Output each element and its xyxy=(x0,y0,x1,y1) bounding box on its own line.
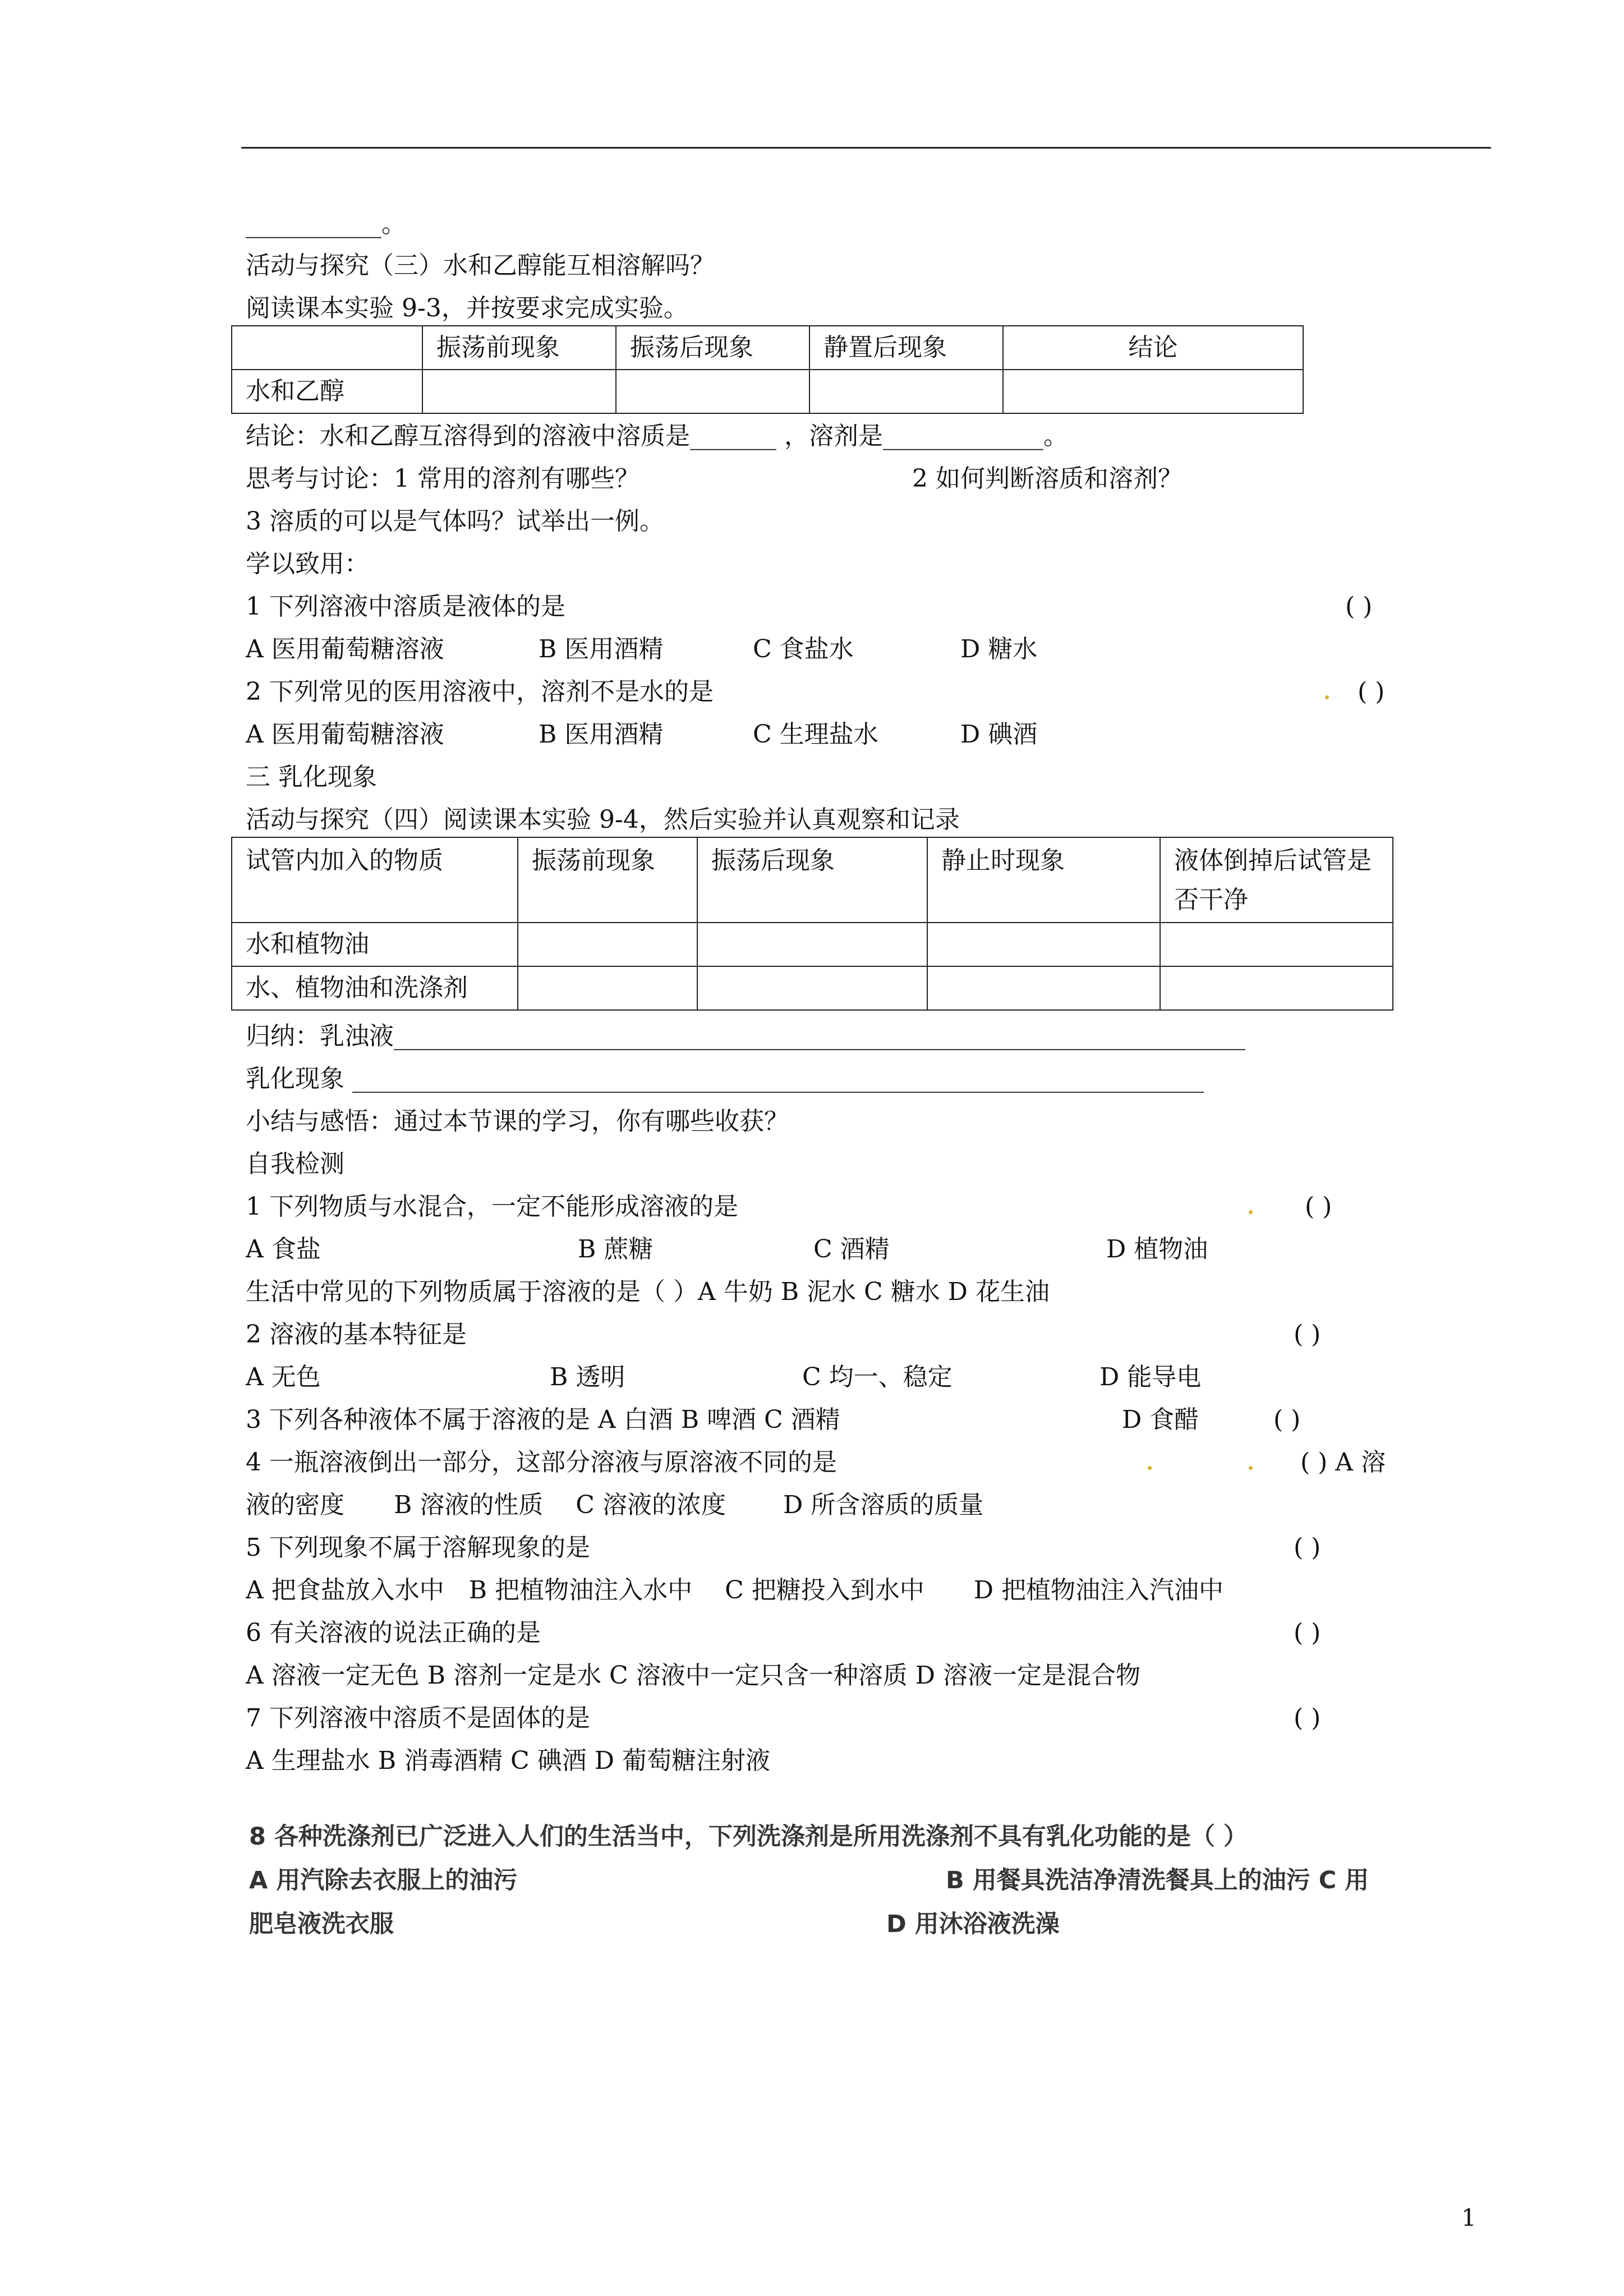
answer-cell[interactable] xyxy=(518,966,697,1010)
experiment-table-1 xyxy=(231,325,1304,414)
option: A 医用葡萄糖溶液 xyxy=(246,635,444,663)
table-header-cell: 振荡前现象 xyxy=(422,326,616,370)
option: A 食盐 xyxy=(246,1235,321,1264)
question-2: 2 溶液的基本特征是 xyxy=(246,1320,467,1349)
table-header-cell: 振荡后现象 xyxy=(697,837,927,923)
question-7: 7 下列溶液中溶质不是固体的是 xyxy=(246,1704,590,1732)
question-8: 8 各种洗涤剂已广泛进入人们的生活当中，下列洗涤剂是所用洗涤剂不具有乳化功能的是（ ） xyxy=(249,1823,1248,1851)
think-question-1: 思考与讨论：1 常用的溶剂有哪些？ xyxy=(246,464,640,493)
speck-mark xyxy=(1249,1466,1253,1470)
apply-title: 学以致用： xyxy=(246,550,369,578)
answer-cell[interactable] xyxy=(1160,966,1393,1010)
option: 肥皂液洗衣服 xyxy=(249,1910,394,1938)
table-row xyxy=(232,966,1393,1010)
option: D 能导电 xyxy=(1099,1363,1202,1391)
option: D 碘酒 xyxy=(960,720,1038,749)
answer-cell[interactable] xyxy=(927,923,1160,966)
question-6: 6 有关溶液的说法正确的是 xyxy=(246,1619,541,1647)
question-4: 4 一瓶溶液倒出一部分，这部分溶液与原溶液不同的是 xyxy=(246,1448,837,1477)
option: C 食盐水 xyxy=(753,635,854,663)
answer-paren[interactable]: ( ) xyxy=(1294,1619,1321,1647)
answer-paren[interactable]: ( ) xyxy=(1305,1192,1332,1221)
option: C 生理盐水 xyxy=(753,720,878,749)
option: D 用沐浴液洗澡 xyxy=(886,1910,1060,1938)
answer-paren[interactable]: ( ) xyxy=(1345,592,1373,621)
answer-paren[interactable]: ( ) xyxy=(1273,1405,1301,1434)
activity3-instructions: 阅读课本实验 9-3，并按要求完成实验。 xyxy=(246,294,688,322)
table-header-cell xyxy=(232,326,422,370)
option: A 无色 xyxy=(246,1363,321,1391)
table-header-row xyxy=(232,326,1303,370)
answer-cell[interactable] xyxy=(809,370,1003,413)
answer-paren[interactable]: ( ) xyxy=(1294,1533,1321,1562)
answer-cell[interactable] xyxy=(1003,370,1303,413)
activity3-title: 活动与探究（三）水和乙醇能互相溶解吗？ xyxy=(246,251,715,280)
answer-cell[interactable] xyxy=(927,966,1160,1010)
table-header-cell: 静止时现象 xyxy=(927,837,1160,923)
answer-paren[interactable]: ( ) xyxy=(1294,1704,1321,1732)
answer-cell[interactable] xyxy=(697,923,927,966)
option: B 医用酒精 xyxy=(539,720,664,749)
page-number: 1 xyxy=(1461,2204,1476,2232)
answer-paren[interactable]: ( ) xyxy=(1358,677,1385,706)
answer-cell[interactable] xyxy=(422,370,616,413)
row-label: 水和植物油 xyxy=(232,923,518,966)
table-header-cell: 静置后现象 xyxy=(809,326,1003,370)
table-header-cell: 试管内加入的物质 xyxy=(232,837,518,923)
answer-paren[interactable]: ( ) xyxy=(1294,1320,1321,1349)
option: D 食醋 xyxy=(1122,1405,1199,1434)
option: B 蔗糖 xyxy=(578,1235,654,1264)
extra-question: 生活中常见的下列物质属于溶液的是（ ）A 牛奶 B 泥水 C 糖水 D 花生油 xyxy=(246,1278,1050,1306)
row-label: 水、植物油和洗涤剂 xyxy=(232,966,518,1010)
options-line: A 把食盐放入水中 B 把植物油注入水中 C 把糖投入到水中 D 把植物油注入汽油中 xyxy=(246,1576,1223,1605)
speck-mark xyxy=(1325,695,1329,699)
options-line: 液的密度 B 溶液的性质 C 溶液的浓度 D 所含溶质的质量 xyxy=(246,1491,984,1519)
summary-emulsify: 乳化现象 _____________________________________________________________________ xyxy=(246,1064,1204,1093)
option: B 医用酒精 xyxy=(539,635,664,663)
summary-emulsion: 归纳：乳浊液_____________________________________________________________________ xyxy=(246,1022,1245,1050)
answer-cell[interactable] xyxy=(518,923,697,966)
header-rule xyxy=(241,147,1491,149)
option: C 均一、稳定 xyxy=(802,1363,953,1391)
answer-paren[interactable]: ( ) A 溶 xyxy=(1300,1448,1386,1477)
table-header-cell: 液体倒掉后试管是否干净 xyxy=(1160,837,1393,923)
options-line: A 生理盐水 B 消毒酒精 C 碘酒 D 葡萄糖注射液 xyxy=(246,1746,770,1775)
option: D 糖水 xyxy=(960,635,1038,663)
table-row xyxy=(232,370,1303,413)
table-row xyxy=(232,923,1393,966)
question-5: 5 下列现象不属于溶解现象的是 xyxy=(246,1533,590,1562)
table-header-cell: 振荡后现象 xyxy=(616,326,809,370)
options-line: A 溶液一定无色 B 溶剂一定是水 C 溶液中一定只含一种溶质 D 溶液一定是混合物 xyxy=(246,1661,1140,1690)
row-label: 水和乙醇 xyxy=(232,370,422,413)
think-question-3: 3 溶质的可以是气体吗？试举出一例。 xyxy=(246,507,664,536)
conclusion-line: 结论：水和乙醇互溶得到的溶液中溶质是_______ ，溶剂是_____________。 xyxy=(246,422,1068,450)
question-3: 3 下列各种液体不属于溶液的是 A 白酒 B 啤酒 C 酒精 xyxy=(246,1405,840,1434)
section-title: 三 乳化现象 xyxy=(246,763,377,791)
table-header-cell: 振荡前现象 xyxy=(518,837,697,923)
option: C 酒精 xyxy=(813,1235,890,1264)
option: D 植物油 xyxy=(1106,1235,1208,1264)
answer-cell[interactable] xyxy=(697,966,927,1010)
answer-cell[interactable] xyxy=(1160,923,1393,966)
question-1: 1 下列物质与水混合，一定不能形成溶液的是 xyxy=(246,1192,738,1221)
apply-question-2: 2 下列常见的医用溶液中，溶剂不是水的是 xyxy=(246,677,714,706)
think-question-2: 2 如何判断溶质和溶剂？ xyxy=(912,464,1183,493)
speck-mark xyxy=(1249,1210,1253,1214)
answer-cell[interactable] xyxy=(616,370,809,413)
experiment-table-2 xyxy=(231,837,1393,1011)
selfcheck-title: 自我检测 xyxy=(246,1150,344,1178)
blank-line: ___________。 xyxy=(246,210,406,238)
apply-question-1: 1 下列溶液中溶质是液体的是 xyxy=(246,592,565,621)
option: A 医用葡萄糖溶液 xyxy=(246,720,444,749)
speck-mark xyxy=(1148,1466,1152,1470)
option: B 透明 xyxy=(550,1363,625,1391)
table-header-cell: 结论 xyxy=(1003,326,1303,370)
reflection: 小结与感悟：通过本节课的学习，你有哪些收获？ xyxy=(246,1107,789,1136)
activity4-title: 活动与探究（四）阅读课本实验 9-4，然后实验并认真观察和记录 xyxy=(246,805,960,834)
table-header-row xyxy=(232,837,1393,923)
option: A 用汽除去衣服上的油污 xyxy=(249,1866,518,1894)
option: B 用餐具洗洁净清洗餐具上的油污 C 用 xyxy=(946,1866,1369,1894)
